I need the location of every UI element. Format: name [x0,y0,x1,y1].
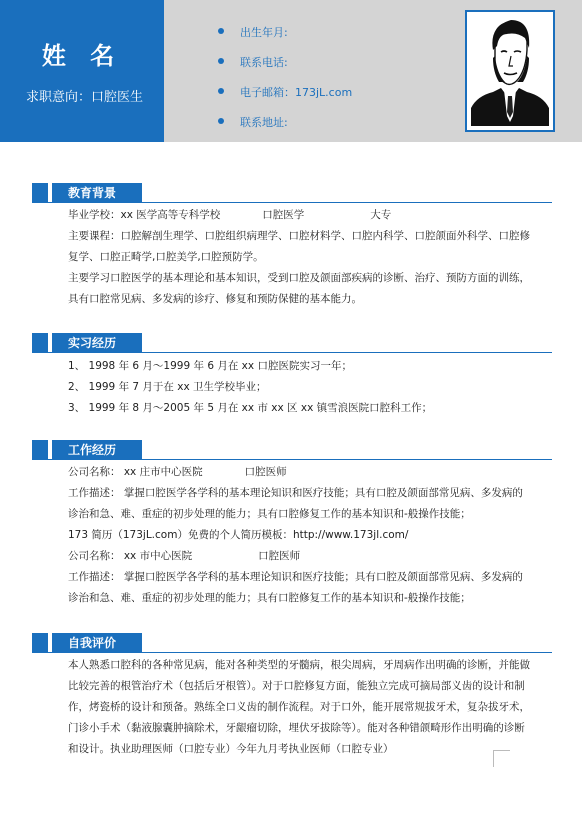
page-corner-mark [493,750,510,767]
bullet-icon [218,58,224,64]
section-work [32,440,552,460]
section-marker [32,333,48,353]
degree: 大专 [370,209,392,221]
job-intent-label: 求职意向： [26,90,92,105]
job-description: 工作描述： 掌握口腔医学各学科的基本理论知识和医疗技能；具有口腔及颌面部常见病、多发病的诊治和急、难、重症的初步处理的能力；具有口腔修复工作的基本知识和-般操作技能； [68,487,523,520]
position: 口腔医师 [258,550,301,562]
courses-text: 主要课程：口腔解剖生理学、口腔组织病理学、口腔材料学、口腔内科学、口腔颌面外科学、口腔修复学、口腔正畸学,口腔美学,口腔预防学。 [68,230,530,263]
section-header [32,440,552,460]
bullet-icon [218,88,224,94]
list-item: 3、 1999 年 8 月～2005 年 5 月在 xx 市 xx 区 xx 镇雪浪医院口腔科工作； [68,402,433,414]
section-header [32,333,552,353]
job-description: 工作描述： 掌握口腔医学各学科的基本理论知识和医疗技能；具有口腔及颌面部常见病、多发病的诊治和急、难、重症的初步处理的能力；具有口腔修复工作的基本知识和-般操作技能； [68,571,523,604]
school-line: 毕业学校：xx 医学高等专科学校 口腔医学 大专 [68,209,392,221]
name-block [0,0,164,142]
major: 口腔医学 [262,209,305,221]
job-intent-value: 口腔医生 [91,90,144,105]
candidate-name: 姓 名 [41,42,123,70]
job-intent [26,86,143,105]
section-title: 工作经历 [52,440,142,460]
section-title: 教育背景 [52,183,142,203]
internship-body [68,356,530,419]
section-header [32,633,552,653]
company-line: 公司名称： xx 庄市中心医院 口腔医师 [68,466,287,478]
portrait-photo [471,16,549,126]
section-rule [32,202,552,203]
section-title: 自我评价 [52,633,142,653]
education-summary: 主要学习口腔医学的基本理论和基本知识，受到口腔及颌面部疾病的诊断、治疗、预防方面的训练，具有口腔常见病、多发病的诊疗、修复和预防保健的基本能力。 [68,272,530,305]
section-education [32,183,552,203]
list-item: 2、 1999 年 7 月于在 xx 卫生学校毕业； [68,381,267,393]
company-line: 公司名称： xx 市中心医院 口腔医师 [68,550,301,562]
profile-photo [465,10,555,132]
bullet-icon [218,118,224,124]
list-item: 1、 1998 年 6 月～1999 年 6 月在 xx 口腔医院实习一年； [68,360,352,372]
section-rule [32,652,552,653]
self-eval-body [68,655,530,760]
self-eval-text: 本人熟悉口腔科的各种常见病，能对各种类型的牙髓病，根尖周病，牙周病作出明确的诊断，并能做比较完善的根管治疗术（包括后牙根管）。对于口腔修复方面，能独立完成可摘局部义齿的设计和制作，烤瓷桥的设计和预备。熟练全口义齿的制作流程。对于口外，能开展常规拔牙术，复杂拔牙术，门诊小手术（黏液腺囊肿摘除术，牙龈瘤切除，埋伏牙拔除等）。能对各种错颌畸形作出明确的诊断和设计。执业助理医师（口腔专业）今年九月考执业医师（口腔专业） [68,659,530,755]
section-self-eval [32,633,552,653]
section-header [32,183,552,203]
resume-page: 姓 名 求职意向：口腔医生 出生年月: 联系电话: 电子邮箱：173jL.com 联系地址: 教育背景 毕业学校：xx 医学高等专科学校 口腔医学 大专 主要课程：口腔解剖生理学、口腔组织病理学、口腔材料学、口腔内科学、口腔颌面外科学、口腔修复学、口腔正畸学,口腔美学,口腔预防学。 主要学习口腔医学的基本理论和基本知识，受到口腔及颌面部疾病的诊断、治疗、预防方面的训练，具有口腔常见病、多发病的诊疗、修复和预防保健的基本能力。 实习经历 1、 1998 年 6 月～1999 年 6 月在 xx 口腔医院实习一年； 2、 1999 年 7 月于在 xx 卫生学校毕业； 3、 1999 年 8 月～2005 年 5 月在 xx 市 xx 区 xx 镇雪浪医院口腔科工作； 工作经历 公司名称： xx 庄市中心医院 口腔医师 工作描述： 掌握口腔医学各学科的基本理论知识和医疗技能；具有口腔及颌面部常见病、多发病的诊治和急、难、重症的初步处理的能力；具有口腔修复工作的基本知识和-般操作技能； 173 简历（173jL.com）免费的个人简历模板：http://www.173jl.com/ 公司名称： xx 市中心医院 口腔医师 工作描述： 掌握口腔医学各学科的基本理论知识和医疗技能；具有口腔及颌面部常见病、多发病的诊治和急、难、重症的初步处理的能力；具有口腔修复工作的基本知识和-般操作技能； 自我评价 本人熟悉口腔科的各种常见病，能对各种类型的牙髓病，根尖周病，牙周病作出明确的诊断，并能做比较完善的根管治疗术（包括后牙根管）。对于口腔修复方面，能独立完成可摘局部义齿的设计和制作，烤瓷桥的设计和预备。熟练全口义齿的制作流程。对于口外，能开展常规拔牙术，复杂拔牙术，门诊小手术（黏液腺囊肿摘除术，牙龈瘤切除，埋伏牙拔除等）。能对各种错颌畸形作出明确的诊断和设计。执业助理医师（口腔专业）今年九月考执业医师（口腔专业） [0,0,582,820]
section-rule [32,459,552,460]
section-marker [32,440,48,460]
position: 口腔医师 [244,466,287,478]
section-marker [32,183,48,203]
promo-line: 173 简历（173jL.com）免费的个人简历模板：http://www.173jl.com/ [68,529,409,541]
section-marker [32,633,48,653]
bullet-icon [218,28,224,34]
education-body [68,205,530,310]
section-title: 实习经历 [52,333,142,353]
work-body [68,462,530,609]
section-rule [32,352,552,353]
section-internship [32,333,552,353]
